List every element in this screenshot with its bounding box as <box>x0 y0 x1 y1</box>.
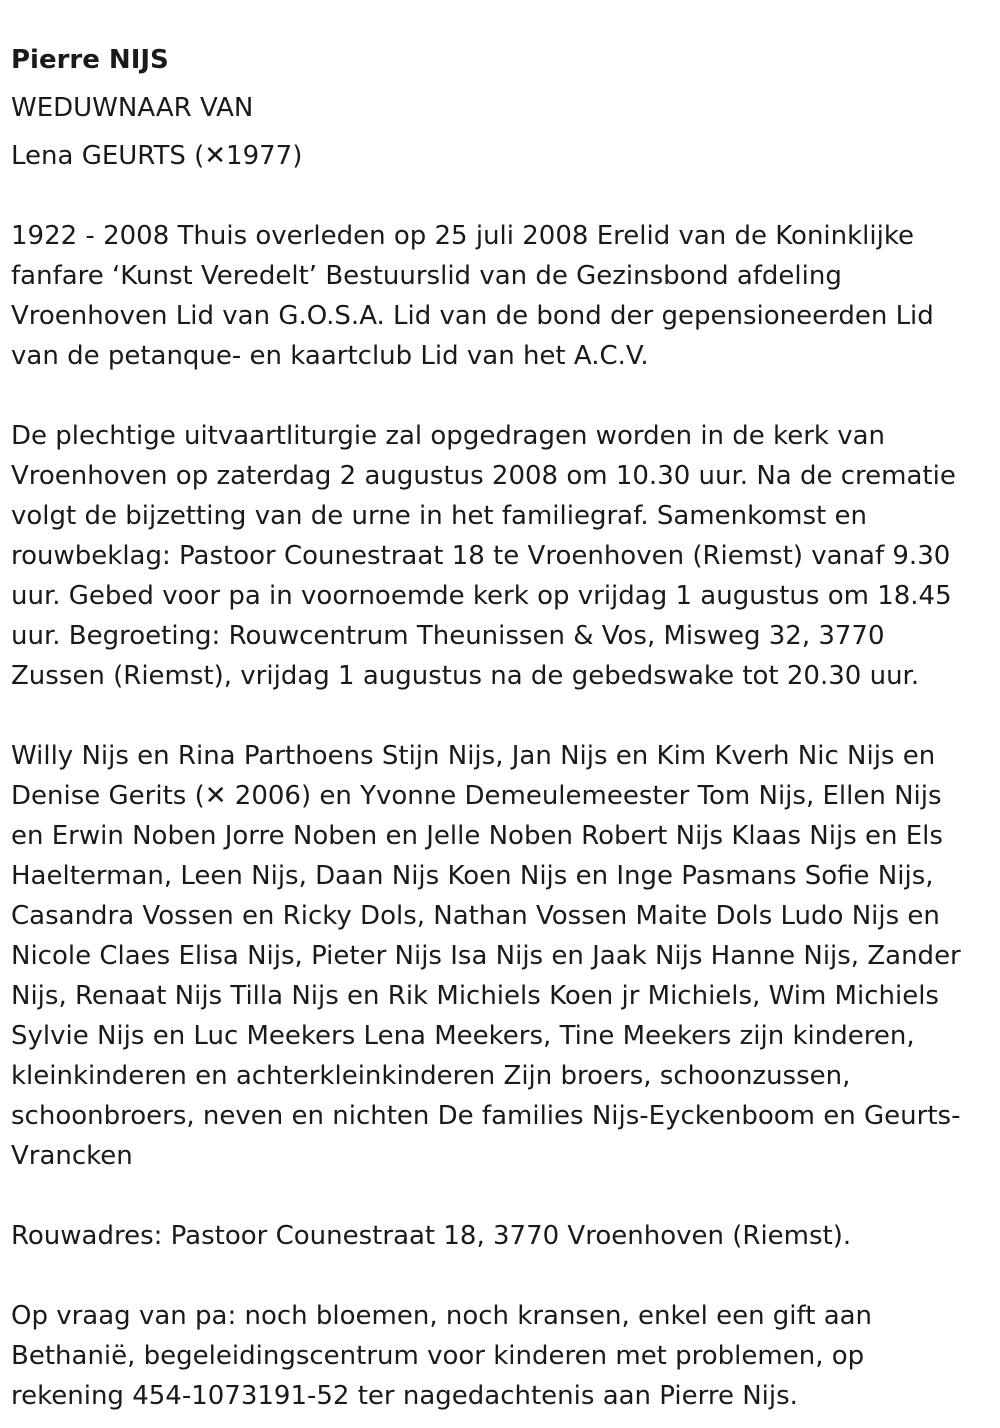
donation-request-paragraph: Op vraag van pa: noch bloemen, noch kransen, enkel een gift aan Bethanië, begeleidingscentrum voor kinderen met problemen, op rekening 454-1073191-52 ter nagedachtenis aan Pierre Nijs. <box>11 1301 873 1411</box>
funeral-details-paragraph: De plechtige uitvaartliturgie zal opgedragen worden in de kerk van Vroenhoven op zaterdag 2 augustus 2008 om 10.30 uur. Na de crematie volgt de bijzetting van de urne in het familiegraf. Samenkomst en rouwbeklag: Pastoor Counestraat 18 te Vroenhoven (Riemst) vanaf 9.30 uur. Gebed voor pa in voornoemde kerk op vrijdag 1 augustus om 18.45 uur. Begroeting: Rouwcentrum Theunissen & Vos, Misweg 32, 3770 Zussen (Riemst), vrijdag 1 augustus na de gebedswake tot 20.30 uur. <box>11 421 956 691</box>
spouse-name: Lena GEURTS (✕1977) <box>11 141 303 171</box>
deceased-name: Pierre NIJS <box>11 45 169 75</box>
mourning-address-paragraph: Rouwadres: Pastoor Counestraat 18, 3770 Vroenhoven (Riemst). <box>11 1221 852 1251</box>
relation-label: WEDUWNAAR VAN <box>11 93 254 123</box>
biography-paragraph: 1922 - 2008 Thuis overleden op 25 juli 2008 Erelid van de Koninklijke fanfare ‘Kunst Veredelt’ Bestuurslid van de Gezinsbond afdeling Vroenhoven Lid van G.O.S.A. Lid van de bond der gepensioneerden Lid van de petanque- en kaartclub Lid van het A.C.V. <box>11 221 934 371</box>
family-paragraph: Willy Nijs en Rina Parthoens Stijn Nijs, Jan Nijs en Kim Kverh Nic Nijs en Denise Gerits (✕ 2006) en Yvonne Demeulemeester Tom Nijs, Ellen Nijs en Erwin Noben Jorre Noben en Jelle Noben Robert Nijs Klaas Nijs en Els Haelterman, Leen Nijs, Daan Nijs Koen Nijs en Inge Pasmans Sofie Nijs, Casandra Vossen en Ricky Dols, Nathan Vossen Maite Dols Ludo Nijs en Nicole Claes Elisa Nijs, Pieter Nijs Isa Nijs en Jaak Nijs Hanne Nijs, Zander Nijs, Renaat Nijs Tilla Nijs en Rik Michiels Koen jr Michiels, Wim Michiels Sylvie Nijs en Luc Meekers Lena Meekers, Tine Meekers zijn kinderen, kleinkinderen en achterkleinkinderen Zijn broers, schoonzussen, schoonbroers, neven en nichten De families Nijs-Eyckenboom en Geurts-Vrancken <box>11 741 961 1171</box>
